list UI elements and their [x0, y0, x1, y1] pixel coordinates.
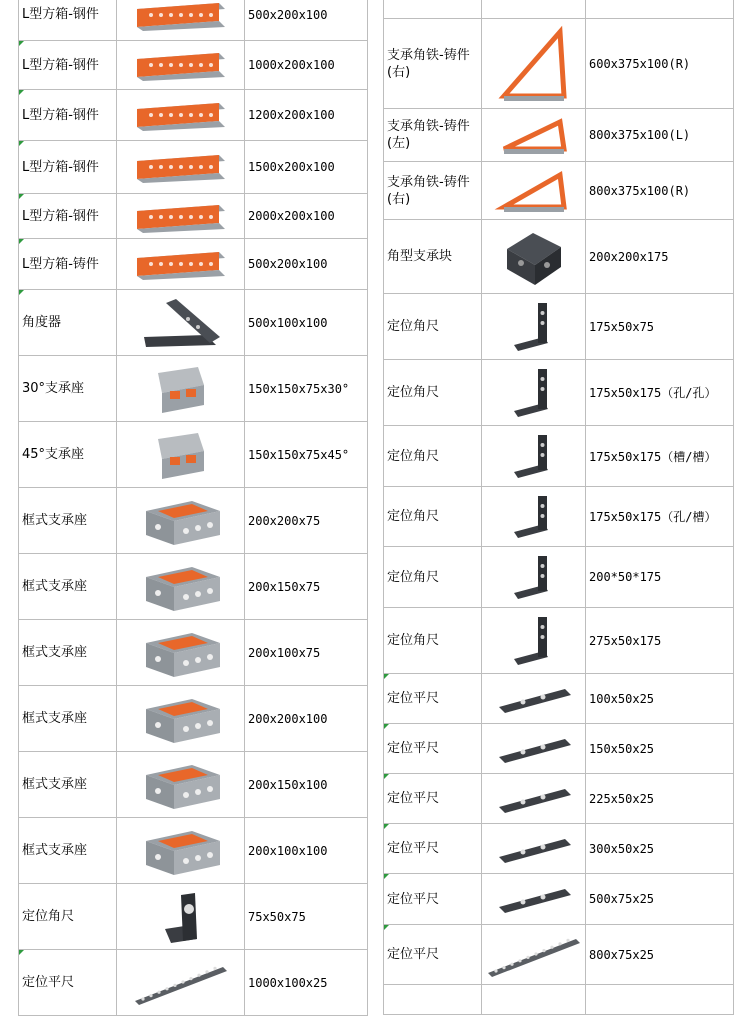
right-row: [384, 0, 734, 19]
left-row: [19, 41, 368, 90]
left-row: [19, 0, 368, 41]
product-name-cell: 定位角尺: [384, 294, 482, 360]
product-name-cell: 框式支承座: [19, 488, 117, 554]
left-product-table: [18, 0, 368, 1016]
left-row: [19, 141, 368, 194]
product-size-cell: 200x100x75: [245, 620, 368, 686]
right-row: [384, 925, 734, 985]
product-size-cell: 200x100x100: [245, 818, 368, 884]
product-name-cell: 定位角尺: [384, 360, 482, 426]
product-name-cell: 支承角铁-铸件(左): [384, 109, 482, 162]
l-box-steel-icon: [117, 90, 245, 141]
product-name-cell: L型方箱-钢件: [19, 0, 117, 41]
product-size-cell: 200x200x175: [586, 220, 734, 294]
product-size-cell: 2000x200x100: [245, 194, 368, 239]
left-row: [19, 686, 368, 752]
product-size-cell: 200x200x100: [245, 686, 368, 752]
left-row: [19, 620, 368, 686]
product-size-cell: 150x50x25: [586, 724, 734, 774]
product-name-cell: 角型支承块: [384, 220, 482, 294]
triangle-bracket-icon: [482, 162, 586, 220]
left-row: [19, 818, 368, 884]
left-row: [19, 290, 368, 356]
product-name-cell: L型方箱-钢件: [19, 194, 117, 239]
product-size-cell: 100x50x25: [586, 674, 734, 724]
product-size-cell: 1200x200x100: [245, 90, 368, 141]
product-size-cell: 800x375x100(L): [586, 109, 734, 162]
flat-ruler-icon: [482, 874, 586, 925]
product-name-cell: 定位角尺: [384, 547, 482, 608]
right-row: [384, 426, 734, 487]
product-size-cell: 175x50x175（槽/槽）: [586, 426, 734, 487]
product-size-cell: 175x50x175（孔/槽）: [586, 487, 734, 547]
product-size-cell: 200x200x75: [245, 488, 368, 554]
product-name-cell: 框式支承座: [19, 818, 117, 884]
left-row: [19, 356, 368, 422]
flat-ruler-icon: [482, 674, 586, 724]
l-box-steel-icon: [117, 194, 245, 239]
right-row: [384, 162, 734, 220]
left-row: [19, 752, 368, 818]
product-name-cell: 支承角铁-铸件(右): [384, 162, 482, 220]
right-row: [384, 220, 734, 294]
product-size-cell: 200x150x75: [245, 554, 368, 620]
right-row: [384, 724, 734, 774]
product-size-cell: 150x150x75x30°: [245, 356, 368, 422]
right-row: [384, 487, 734, 547]
product-name-cell: 30°支承座: [19, 356, 117, 422]
right-product-table: [383, 0, 734, 1015]
l-box-steel-icon: [117, 0, 245, 41]
flat-ruler-long-icon: [117, 950, 245, 1016]
left-row: [19, 884, 368, 950]
left-row: [19, 554, 368, 620]
product-name-cell: 45°支承座: [19, 422, 117, 488]
product-name-cell: 定位平尺: [384, 774, 482, 824]
product-size-cell: 200*50*175: [586, 547, 734, 608]
partial-item-icon: [482, 0, 586, 19]
product-name-cell: 角度器: [19, 290, 117, 356]
product-size-cell: 500x75x25: [586, 874, 734, 925]
product-name-cell: 框式支承座: [19, 752, 117, 818]
right-row: [384, 547, 734, 608]
flat-ruler-icon: [482, 824, 586, 874]
l-box-steel-icon: [117, 141, 245, 194]
left-row: [19, 422, 368, 488]
triangle-bracket-icon: [482, 19, 586, 109]
right-row: [384, 19, 734, 109]
product-name-cell: 框式支承座: [19, 620, 117, 686]
product-name-cell: [384, 0, 482, 19]
angle-square-tall-icon: [482, 360, 586, 426]
protractor-icon: [117, 290, 245, 356]
frame-support-icon: [117, 620, 245, 686]
locating-block-icon: [117, 884, 245, 950]
right-row: [384, 109, 734, 162]
flat-ruler-icon: [482, 774, 586, 824]
angle-square-tall-icon: [482, 547, 586, 608]
angle-square-slot-icon: [482, 426, 586, 487]
product-size-cell: 500x200x100: [245, 0, 368, 41]
angle-square-icon: [482, 294, 586, 360]
frame-support-icon: [117, 686, 245, 752]
product-size-cell: 1000x100x25: [245, 950, 368, 1016]
product-size-cell: 1000x200x100: [245, 41, 368, 90]
frame-support-icon: [117, 488, 245, 554]
right-row: [384, 824, 734, 874]
product-name-cell: 定位平尺: [19, 950, 117, 1016]
angle-support-30-icon: [117, 356, 245, 422]
left-row: [19, 488, 368, 554]
product-size-cell: 600x375x100(R): [586, 19, 734, 109]
product-size-cell: 200x150x100: [245, 752, 368, 818]
left-row: [19, 950, 368, 1016]
product-name-cell: L型方箱-钢件: [19, 41, 117, 90]
product-name-cell: 支承角铁-铸件(右): [384, 19, 482, 109]
product-name-cell: 定位角尺: [384, 608, 482, 674]
product-size-cell: 75x50x75: [245, 884, 368, 950]
frame-support-icon: [117, 752, 245, 818]
angle-square-slot-icon: [482, 608, 586, 674]
left-row: [19, 239, 368, 290]
triangle-bracket-icon: [482, 109, 586, 162]
flat-ruler-slot-icon: [482, 724, 586, 774]
product-name-cell: 定位平尺: [384, 874, 482, 925]
left-row: [19, 194, 368, 239]
product-size-cell: 175x50x75: [586, 294, 734, 360]
product-name-cell: L型方箱-钢件: [19, 141, 117, 194]
right-row: [384, 294, 734, 360]
right-row: [384, 608, 734, 674]
right-row: [384, 674, 734, 724]
product-name-cell: 定位角尺: [384, 426, 482, 487]
product-name-cell: 定位平尺: [384, 674, 482, 724]
angle-block-icon: [482, 220, 586, 294]
product-name-cell: 定位角尺: [384, 487, 482, 547]
l-box-cast-icon: [117, 239, 245, 290]
product-size-cell: 800x75x25: [586, 925, 734, 985]
product-name-cell: L型方箱-钢件: [19, 90, 117, 141]
right-row: [384, 360, 734, 426]
product-size-cell: 500x200x100: [245, 239, 368, 290]
product-name-cell: 定位平尺: [384, 925, 482, 985]
right-row: [384, 874, 734, 925]
product-name-cell: 定位平尺: [384, 724, 482, 774]
angle-square-tall-icon: [482, 487, 586, 547]
product-size-cell: 1500x200x100: [245, 141, 368, 194]
l-box-steel-icon: [117, 41, 245, 90]
product-size-cell: 175x50x175（孔/孔）: [586, 360, 734, 426]
product-name-cell: 框式支承座: [19, 554, 117, 620]
product-size-cell: 500x100x100: [245, 290, 368, 356]
angle-support-45-icon: [117, 422, 245, 488]
product-size-cell: 225x50x25: [586, 774, 734, 824]
product-name-cell: 定位平尺: [384, 824, 482, 874]
product-size-cell: [586, 0, 734, 19]
frame-support-icon: [117, 554, 245, 620]
product-name-cell: 框式支承座: [19, 686, 117, 752]
product-name-cell: 定位角尺: [19, 884, 117, 950]
frame-support-icon: [117, 818, 245, 884]
product-size-cell: 800x375x100(R): [586, 162, 734, 220]
product-name-cell: L型方箱-铸件: [19, 239, 117, 290]
left-row: [19, 90, 368, 141]
product-size-cell: 300x50x25: [586, 824, 734, 874]
product-size-cell: 275x50x175: [586, 608, 734, 674]
product-size-cell: 150x150x75x45°: [245, 422, 368, 488]
right-row: [384, 774, 734, 824]
flat-ruler-long-icon: [482, 925, 586, 985]
